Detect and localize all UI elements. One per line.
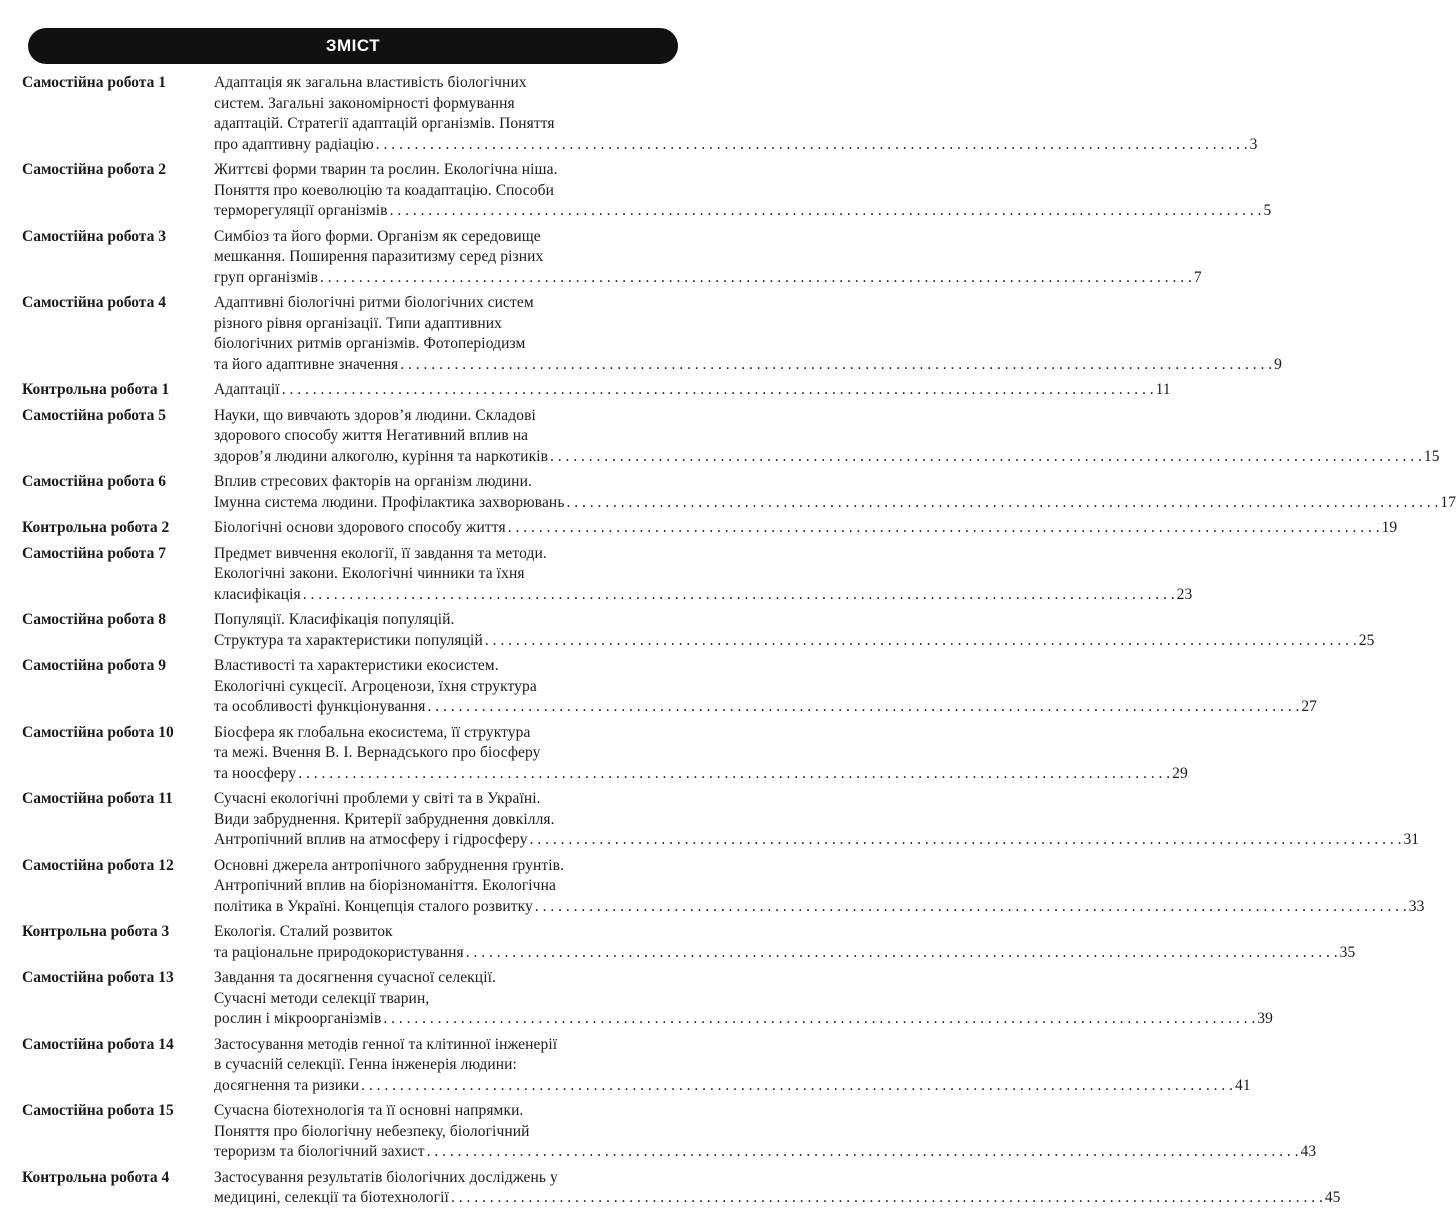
page-number: 41 [1235,1076,1251,1094]
toc-entry-title-line: та межі. Вчення В. І. Вернадського про біосферу [214,744,541,761]
toc-entry-title-line: та особливості функціонування [214,698,426,715]
toc-entry-title [214,293,1282,375]
toc-entry[interactable] [22,723,1188,785]
toc-entry[interactable] [22,656,1318,718]
toc-entry-title-line: Екологія. Сталий розвиток [214,923,393,940]
toc-entry-title [214,472,1456,513]
toc-entry-title [214,1035,1251,1097]
toc-entry-label: Самостійна робота 4 [22,294,166,311]
toc-entry[interactable] [22,380,1171,401]
toc-entry-title-line: та його адаптивне значення [214,355,399,373]
page-number: 25 [1358,631,1375,649]
toc-entry-label: Самостійна робота 9 [22,657,166,674]
toc-entry-label: Самостійна робота 10 [22,723,174,741]
toc-entry[interactable] [22,160,1272,222]
dot-leader [282,380,1154,401]
dot-leader [566,493,1438,514]
toc-entry-title-line: Поняття про коеволюцію та коадаптацію. Способи [214,181,554,199]
toc-entry-title-line: Антропічний вплив на біорізноманіття. Екологічна [214,877,556,894]
toc-entry[interactable] [22,1035,1251,1097]
header-bar [28,28,678,64]
toc-entry-title-line: систем. Загальні закономірності формування [214,94,515,112]
toc-entry-title-line: Поняття про біологічну небезпеку, біологічний [214,1122,530,1140]
toc-entry-title-line: мешкання. Поширення паразитизму серед різних [214,248,544,265]
toc-entry-last-line [214,1076,1251,1097]
toc-entry-label: Самостійна робота 5 [22,406,166,424]
toc-entry-label: Самостійна робота 12 [22,856,174,874]
toc-entry-title-line: Адаптації [214,381,280,398]
toc-entry-title-line: політика в Україні. Концепція сталого розвитку [214,897,533,915]
dot-leader [400,355,1272,376]
toc-entry-last-line [214,697,1317,718]
toc-entry-title-line: Екологічні сукцесії. Агроценози, їхня структура [214,677,537,695]
toc-entry-label: Самостійна робота 13 [22,969,174,986]
page-number: 19 [1381,519,1398,536]
toc-entry-label: Самостійна робота 8 [22,611,166,628]
toc-entry-title-line: Сучасна біотехнологія та її основні напрямки. [214,1102,524,1119]
dot-leader [303,585,1175,606]
toc-entry-last-line [214,135,1258,156]
toc-entry-title-line: класифікація [214,585,301,603]
page-number: 29 [1172,764,1188,782]
toc-entry-title-line: Науки, що вивчають здоров’я людини. Складові [214,406,536,424]
toc-entry-label: Самостійна робота 14 [22,1035,174,1053]
toc-entry-title-line: груп організмів [214,268,318,286]
toc-entry-title [214,73,1258,155]
toc-entry-title-line: терморегуляції організмів [214,202,388,219]
toc-entry[interactable] [22,73,1258,155]
toc-entry-last-line [214,585,1192,606]
toc-entry-title-line: Симбіоз та його форми. Організм як середовище [214,227,541,245]
toc-entry[interactable] [22,922,1356,963]
toc-entry-title-line: в сучасній селекції. Генна інженерія людини: [214,1056,517,1073]
dot-leader [298,764,1170,785]
toc-entry-title [214,544,1192,606]
toc-entry-title-line: досягнення та ризики [214,1076,360,1094]
page-number: 5 [1263,202,1272,219]
toc-entry-last-line [214,631,1374,652]
dot-leader [361,1076,1233,1097]
toc-entry-last-line [214,897,1425,918]
toc-entry-title-line: Біосфера як глобальна екосистема, її структура [214,723,531,741]
toc-entry-title [214,922,1355,963]
toc-entry-label: Самостійна робота 7 [22,544,166,562]
toc-entry-title-line: та раціональне природокористування [214,943,464,961]
toc-entry[interactable] [22,227,1202,289]
toc-entry-title [214,610,1374,651]
toc-entry-label: Самостійна робота 2 [22,161,166,178]
toc-entry-title [214,856,1425,918]
toc-entry[interactable] [22,544,1193,606]
toc-entry-title-line: Адаптивні біологічні ритми біологічних систем [214,294,534,311]
toc-entry-title-line: Структура та характеристики популяцій [214,631,483,649]
toc-entry-title-line: медицині, селекції та біотехнології [214,1189,449,1206]
table-of-contents [22,73,1456,1214]
toc-entry-label: Контрольна робота 3 [22,923,170,940]
toc-entry-title-line: Вплив стресових факторів на організм людини. [214,473,532,490]
toc-entry-title [214,968,1273,1030]
toc-entry[interactable] [22,856,1425,918]
toc-entry-title-line: Антропічний вплив на атмосферу і гідросферу [214,831,528,848]
dot-leader [320,268,1192,289]
page-title: ЗМІСТ [325,36,381,55]
page-number: 9 [1274,355,1282,373]
page-number: 43 [1300,1143,1317,1160]
toc-entry-title-line: Популяції. Класифікація популяцій. [214,611,455,628]
toc-entry-last-line [214,201,1271,222]
toc-entry-title-line: Властивості та характеристики екосистем. [214,657,499,674]
toc-entry-title [214,723,1188,785]
toc-entry-last-line [214,355,1282,376]
toc-entry-title [214,380,1171,401]
toc-entry-title-line: Адаптація як загальна властивість біологічних [214,74,527,91]
dot-leader [376,135,1248,156]
page-number: 33 [1408,897,1425,915]
toc-entry-title [214,789,1419,851]
toc-entry-last-line [214,764,1188,785]
toc-entry-label: Самостійна робота 11 [22,790,173,807]
toc-entry-title [214,1168,1341,1209]
toc-entry[interactable] [22,1101,1317,1163]
page-number: 7 [1193,268,1202,286]
dot-leader [390,201,1262,222]
toc-entry-title [214,227,1202,289]
toc-entry-title-line: Завдання та досягнення сучасної селекції. [214,969,496,986]
page-number: 27 [1301,698,1318,715]
toc-entry-title-line: про адаптивну радіацію [214,135,374,153]
toc-entry-last-line [214,518,1397,539]
toc-entry-title-line: здорового способу життя Негативний вплив на [214,427,529,444]
toc-entry-title [214,1101,1316,1163]
toc-entry-last-line [214,268,1202,289]
toc-entry-title-line: Сучасні методи селекції тварин, [214,989,430,1007]
toc-entry-label: Контрольна робота 4 [22,1168,170,1186]
toc-entry[interactable] [22,789,1420,851]
page-number: 15 [1423,447,1440,465]
dot-leader [466,943,1338,964]
toc-entry-title-line: Застосування методів генної та клітинної інженерії [214,1035,558,1053]
toc-entry[interactable] [22,968,1273,1030]
toc-entry-title [214,656,1317,718]
toc-entry-label: Контрольна робота 1 [22,381,170,398]
toc-entry[interactable] [22,406,1440,468]
toc-entry-title-line: Застосування результатів біологічних досліджень у [214,1168,558,1186]
dot-leader [451,1188,1323,1209]
toc-entry-label: Самостійна робота 1 [22,74,166,91]
toc-entry-title-line: Імунна система людини. Профілактика захворювань [214,493,565,511]
toc-entry[interactable] [22,518,1398,539]
page-number: 11 [1155,381,1171,398]
page-number: 31 [1403,831,1420,848]
toc-entry-title-line: Біологічні основи здорового способу життя [214,519,506,536]
toc-entry-title-line: Життєві форми тварин та рослин. Екологічна ніша. [214,161,558,178]
page-number: 3 [1249,135,1258,153]
toc-entry-label: Контрольна робота 2 [22,519,170,536]
toc-entry-title-line: рослин і мікроорганізмів [214,1010,382,1027]
toc-entry-label: Самостійна робота 6 [22,473,166,490]
page-number: 39 [1257,1010,1273,1027]
toc-entry[interactable] [22,293,1282,375]
toc-entry-title-line: адаптацій. Стратегії адаптацій організмів. Поняття [214,115,555,132]
dot-leader [427,697,1299,718]
dot-leader [485,631,1357,652]
toc-entry[interactable] [22,610,1375,651]
page-number: 35 [1339,943,1356,961]
toc-entry-last-line [214,1188,1341,1209]
dot-leader [508,518,1380,539]
page-number: 23 [1176,585,1193,603]
toc-entry-last-line [214,493,1456,514]
dot-leader [550,447,1422,468]
dot-leader [535,897,1407,918]
dot-leader [530,830,1402,851]
toc-entry-last-line [214,380,1171,401]
page-number: 45 [1324,1189,1341,1206]
toc-entry-title-line: здоров’я людини алкоголю, куріння та наркотиків [214,447,549,465]
toc-entry-label: Самостійна робота 15 [22,1102,174,1119]
dot-leader [427,1142,1299,1163]
toc-entry-title [214,160,1271,222]
toc-entry-title-line: Екологічні закони. Екологічні чинники та їхня [214,565,525,582]
toc-entry-title-line: Предмет вивчення екології, її завдання та методи. [214,544,547,562]
toc-entry-last-line [214,1142,1316,1163]
row-spacer [22,1209,682,1214]
toc-entry-title-line: Види забруднення. Критерії забруднення довкілля. [214,810,555,828]
toc-entry[interactable] [22,1168,1341,1209]
toc-entry-title-line: тероризм та біологічний захист [214,1143,425,1160]
toc-entry[interactable] [22,472,1456,513]
toc-entry-title-line: та ноосферу [214,764,297,782]
dot-leader [383,1009,1255,1030]
toc-entry-last-line [214,1009,1273,1030]
toc-entry-last-line [214,447,1440,468]
toc-entry-title-line: біологічних ритмів організмів. Фотоперіодизм [214,335,526,352]
toc-entry-label: Самостійна робота 3 [22,227,166,245]
toc-entry-title-line: Основні джерела антропічного забруднення ґрунтів. [214,856,565,874]
toc-entry-title [214,518,1397,539]
toc-entry-title-line: Сучасні екологічні проблеми у світі та в Україні. [214,790,541,807]
page-number: 17 [1440,493,1456,511]
toc-entry-last-line [214,943,1355,964]
toc-entry-last-line [214,830,1419,851]
toc-entry-title [214,406,1440,468]
toc-entry-title-line: різного рівня організації. Типи адаптивних [214,314,502,332]
